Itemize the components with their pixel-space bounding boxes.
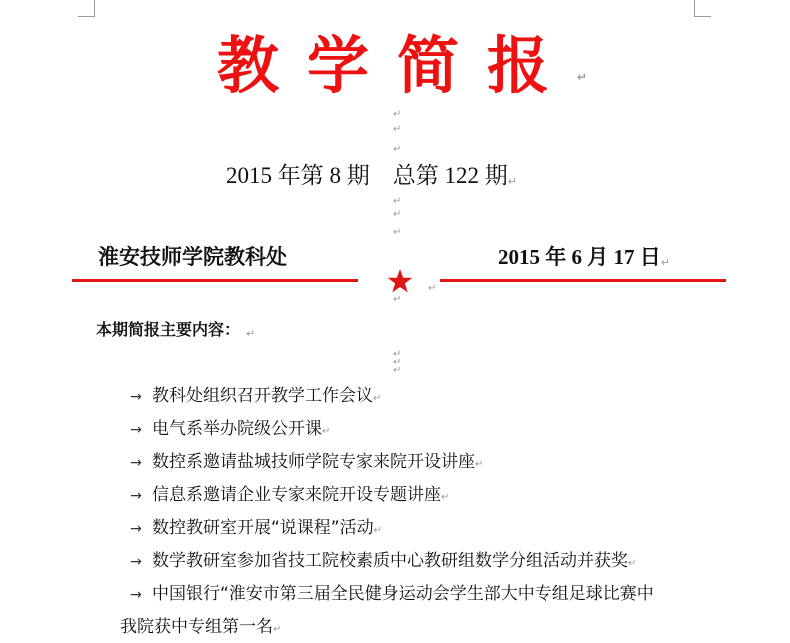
issue-line: 2015 年第 8 期 总第 122 期↵ <box>226 163 517 188</box>
tab-arrow-icon: → <box>130 455 142 471</box>
contents-list <box>120 380 720 643</box>
paragraph-mark: ↵ <box>393 196 402 207</box>
paragraph-mark: ↵ <box>393 357 402 368</box>
divider-left <box>72 279 358 282</box>
page-corner-mark-right <box>694 0 711 17</box>
paragraph-mark: ↵ <box>393 209 402 220</box>
paragraph-mark: ↵ <box>393 365 402 376</box>
contents-heading: 本期简报主要内容： ↵ <box>96 320 256 340</box>
tab-arrow-icon: → <box>130 488 142 504</box>
star-icon <box>387 268 413 294</box>
newsletter-title: 教学简报↵ <box>216 29 588 102</box>
paragraph-mark: ↵ <box>428 283 437 294</box>
paragraph-mark: ↵ <box>393 294 402 305</box>
list-item: → 中国银行“淮安市第三届全民健身运动会学生部大中专组足球比赛中 <box>120 578 720 611</box>
paragraph-mark: ↵ <box>393 144 402 155</box>
divider-right <box>440 279 726 282</box>
tab-arrow-icon: → <box>130 389 142 405</box>
list-item: → 电气系举办院级公开课↵ <box>120 413 720 446</box>
tab-arrow-icon: → <box>130 554 142 570</box>
list-item: → 教科处组织召开教学工作会议↵ <box>120 380 720 413</box>
organization-name: 淮安技师学院教科处 <box>98 244 287 269</box>
paragraph-mark: ↵ <box>393 227 402 238</box>
paragraph-mark: ↵ <box>393 349 402 360</box>
list-item: → 信息系邀请企业专家来院开设专题讲座↵ <box>120 479 720 512</box>
list-item: → 数控系邀请盐城技师学院专家来院开设讲座↵ <box>120 446 720 479</box>
list-item: → 数控教研室开展“说课程”活动↵ <box>120 512 720 545</box>
tab-arrow-icon: → <box>130 422 142 438</box>
list-item-continuation: 我院获中专组第一名↵ <box>120 617 282 637</box>
list-item: → 数学教研室参加省技工院校素质中心教研组数学分组活动并获奖↵ <box>120 545 720 578</box>
page-corner-mark-left <box>78 0 95 17</box>
paragraph-mark: ↵ <box>393 109 402 120</box>
paragraph-mark: ↵ <box>393 124 402 135</box>
tab-arrow-icon: → <box>130 587 142 603</box>
issue-date: 2015 年 6 月 17 日↵ <box>498 245 670 269</box>
tab-arrow-icon: → <box>130 521 142 537</box>
